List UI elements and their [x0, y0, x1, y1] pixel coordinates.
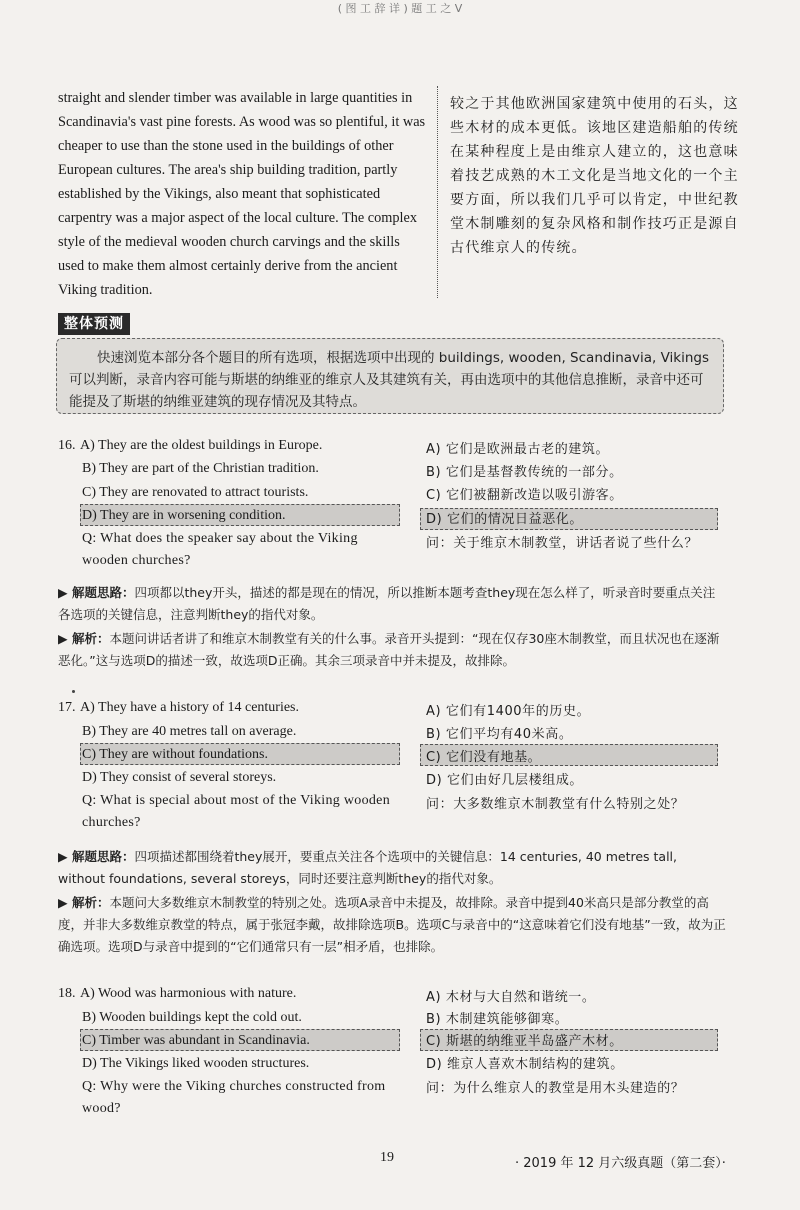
question-stem-zh: 问：大多数维京木制教堂有什么特别之处？	[426, 797, 685, 812]
footer-source: · 2019 年 12 月六级真题（第二套）·	[515, 1156, 726, 1171]
question-stem-en: Q: What is special about most of the Viking wooden churches?	[82, 793, 390, 830]
stray-dot	[72, 690, 75, 693]
option-d-zh: D) 它们的情况日益恶化。	[426, 512, 584, 527]
option-b-en: B) They are 40 metres tall on average.	[82, 724, 297, 739]
option-c-zh: C) 它们没有地基。	[426, 750, 542, 765]
passage-english: straight and slender timber was available in large quantities in Scandinavia's vast pine forests. As wood was so plentiful, it was cheaper to use than the stone used in the buildings of other European cultures. The area's ship building tradition, partly established by the Vikings, also meant that sophisticated carpentry was a major aspect of the local culture. The complex style of the medieval wooden church carvings and the skills used to make them almost certainly derive from the ancient Viking tradition.	[58, 90, 426, 298]
passage-chinese: 较之于其他欧洲国家建筑中使用的石头，这些木材的成本更低。该地区建造船舶的传统在某种程度上是由维京人建立的，这也意味着技艺成熟的木工文化是当地文化的一个主要方面，所以我们几乎可以肯定，中世纪教堂木制雕刻的复杂风格和制作技巧正是源自古代维京人的传统。	[450, 96, 739, 256]
question-number: 17.	[58, 700, 76, 715]
option-c-en: C) They are renovated to attract tourists.	[82, 485, 309, 500]
question-number: 16.	[58, 438, 76, 453]
option-a-en: 18. A) Wood was harmonious with nature.	[58, 984, 296, 1004]
option-c-en: C) Timber was abundant in Scandinavia.	[82, 1033, 310, 1048]
overview-tag: 整体预测	[58, 313, 130, 335]
page-number: 19	[380, 1150, 394, 1165]
option-d-en: D) They are in worsening condition.	[82, 508, 286, 523]
option-c-zh: C) 斯堪的纳维亚半岛盛产木材。	[426, 1034, 623, 1049]
option-d-en: D) They consist of several storeys.	[82, 770, 277, 785]
column-divider	[437, 86, 438, 298]
option-c-zh: C) 它们被翻新改造以吸引游客。	[426, 488, 623, 503]
option-d-zh: D) 维京人喜欢木制结构的建筑。	[426, 1057, 624, 1072]
running-header: ( 图 工 辞 详 ) 题 工 之 V	[337, 2, 463, 14]
question-stem-en: Q: Why were the Viking churches constructed from wood?	[82, 1079, 386, 1116]
option-b-zh: B) 它们是基督教传统的一部分。	[426, 465, 623, 480]
solution-idea-16: ▶ 解题思路：四项都以they开头，描述的都是现在的情况，所以推断本题考查they现在怎么样了，听录音时要重点关注各选项的关键信息，注意判断they的指代对象。	[58, 585, 716, 622]
solution-idea-17: ▶ 解题思路：四项描述都围绕着they展开，要重点关注各个选项中的关键信息：14 centuries, 40 metres tall, without foundations, several storeys，同时还要注意判断they的指代对象。	[58, 849, 677, 886]
question-stem-en: Q: What does the speaker say about the Viking wooden churches?	[82, 531, 358, 568]
option-a-zh: A) 它们是欧洲最古老的建筑。	[426, 442, 610, 457]
option-a-en: 17. A) They have a history of 14 centuries.	[58, 698, 299, 718]
option-c-en: C) They are without foundations.	[82, 747, 268, 762]
option-b-zh: B) 它们平均有40米高。	[426, 727, 573, 742]
question-number: 18.	[58, 986, 76, 1001]
option-a-zh: A) 它们有1400年的历史。	[426, 704, 591, 719]
option-d-zh: D) 它们由好几层楼组成。	[426, 773, 584, 788]
question-stem-zh: 问：关于维京木制教堂，讲话者说了些什么？	[426, 536, 699, 551]
overview-box: 快速浏览本部分各个题目的所有选项，根据选项中出现的 buildings, wooden, Scandinavia, Vikings 可以判断，录音内容可能与斯堪的纳维亚的维京人及其建筑有关，再由选项中的其他信息推断，录音中还可能提及了斯堪的纳维亚建筑的现存情况及其特点。	[56, 338, 724, 414]
option-d-en: D) The Vikings liked wooden structures.	[82, 1056, 310, 1071]
analysis-16: ▶ 解析：本题问讲话者讲了和维京木制教堂有关的什么事。录音开头提到：“现在仅存30座木制教堂，而且状况也在逐渐恶化。”这与选项D的描述一致，故选项D正确。其余三项录音中并未提及，故排除。	[58, 631, 720, 668]
option-a-en: 16. A) They are the oldest buildings in Europe.	[58, 436, 322, 456]
option-b-en: B) Wooden buildings kept the cold out.	[82, 1010, 302, 1025]
analysis-17: ▶ 解析：本题问大多数维京木制教堂的特别之处。选项A录音中未提及，故排除。录音中提到40米高只是部分教堂的高度，并非大多数维京教堂的特点，属于张冠李戴，故排除选项B。选项C与录音中的“这意味着它们没有地基”一致，故为正确选项。选项D与录音中提到的“它们通常只有一层”相矛盾，也排除。	[58, 895, 726, 954]
option-b-en: B) They are part of the Christian tradition.	[82, 461, 319, 476]
question-stem-zh: 问：为什么维京人的教堂是用木头建造的？	[426, 1081, 685, 1096]
option-b-zh: B) 木制建筑能够御寒。	[426, 1012, 569, 1027]
option-a-zh: A) 木材与大自然和谐统一。	[426, 990, 596, 1005]
